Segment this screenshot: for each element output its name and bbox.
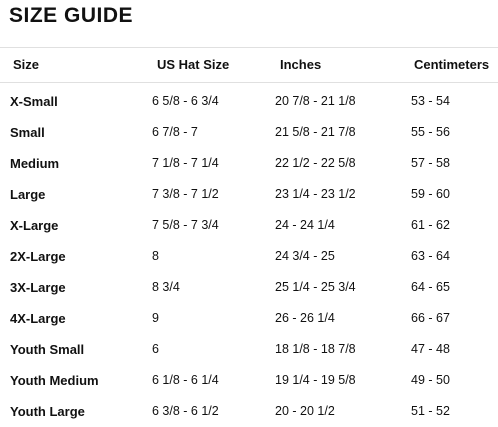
cell-centimeters: 49 - 50 (411, 373, 450, 387)
table-body (0, 83, 498, 427)
column-header-inches: Inches (280, 57, 322, 72)
page-title: SIZE GUIDE (9, 4, 134, 27)
table-row (0, 272, 498, 303)
cell-centimeters: 64 - 65 (411, 280, 450, 294)
cell-inches: 20 7/8 - 21 1/8 (275, 94, 356, 108)
table-row (0, 334, 498, 365)
cell-us-hat-size: 6 (152, 342, 159, 356)
column-header-size: Size (13, 57, 40, 72)
table-row (0, 86, 498, 117)
cell-centimeters: 63 - 64 (411, 249, 450, 263)
cell-centimeters: 59 - 60 (411, 187, 450, 201)
table-row (0, 210, 498, 241)
table-row (0, 303, 498, 334)
cell-centimeters: 51 - 52 (411, 404, 450, 418)
table-row (0, 117, 498, 148)
cell-size: Youth Medium (10, 373, 99, 388)
cell-size: 3X-Large (10, 280, 66, 295)
table-header-row (0, 47, 498, 83)
cell-inches: 23 1/4 - 23 1/2 (275, 187, 356, 201)
table-row (0, 179, 498, 210)
cell-us-hat-size: 6 3/8 - 6 1/2 (152, 404, 219, 418)
cell-inches: 18 1/8 - 18 7/8 (275, 342, 356, 356)
cell-inches: 26 - 26 1/4 (275, 311, 335, 325)
cell-us-hat-size: 6 5/8 - 6 3/4 (152, 94, 219, 108)
cell-inches: 24 3/4 - 25 (275, 249, 335, 263)
cell-centimeters: 53 - 54 (411, 94, 450, 108)
cell-us-hat-size: 8 (152, 249, 159, 263)
cell-us-hat-size: 7 3/8 - 7 1/2 (152, 187, 219, 201)
cell-us-hat-size: 9 (152, 311, 159, 325)
cell-us-hat-size: 7 1/8 - 7 1/4 (152, 156, 219, 170)
cell-inches: 20 - 20 1/2 (275, 404, 335, 418)
cell-size: Large (10, 187, 46, 202)
table-row (0, 365, 498, 396)
cell-size: Medium (10, 156, 60, 171)
cell-us-hat-size: 6 7/8 - 7 (152, 125, 198, 139)
cell-inches: 19 1/4 - 19 5/8 (275, 373, 356, 387)
cell-centimeters: 66 - 67 (411, 311, 450, 325)
cell-centimeters: 61 - 62 (411, 218, 450, 232)
column-header-centimeters: Centimeters (414, 57, 490, 72)
cell-us-hat-size: 7 5/8 - 7 3/4 (152, 218, 219, 232)
cell-size: Small (10, 125, 45, 140)
cell-inches: 24 - 24 1/4 (275, 218, 335, 232)
size-guide-table (0, 47, 498, 427)
cell-size: 4X-Large (10, 311, 66, 326)
cell-centimeters: 47 - 48 (411, 342, 450, 356)
cell-inches: 22 1/2 - 22 5/8 (275, 156, 356, 170)
table-row (0, 396, 498, 427)
cell-size: 2X-Large (10, 249, 66, 264)
cell-size: Youth Large (10, 404, 85, 419)
cell-size: Youth Small (10, 342, 85, 357)
cell-size: X-Large (10, 218, 59, 233)
cell-centimeters: 55 - 56 (411, 125, 450, 139)
cell-centimeters: 57 - 58 (411, 156, 450, 170)
cell-us-hat-size: 8 3/4 (152, 280, 180, 294)
table-row (0, 241, 498, 272)
cell-size: X-Small (10, 94, 58, 109)
cell-inches: 25 1/4 - 25 3/4 (275, 280, 356, 294)
column-header-us-hat-size: US Hat Size (157, 57, 230, 72)
cell-inches: 21 5/8 - 21 7/8 (275, 125, 356, 139)
cell-us-hat-size: 6 1/8 - 6 1/4 (152, 373, 219, 387)
table-row (0, 148, 498, 179)
